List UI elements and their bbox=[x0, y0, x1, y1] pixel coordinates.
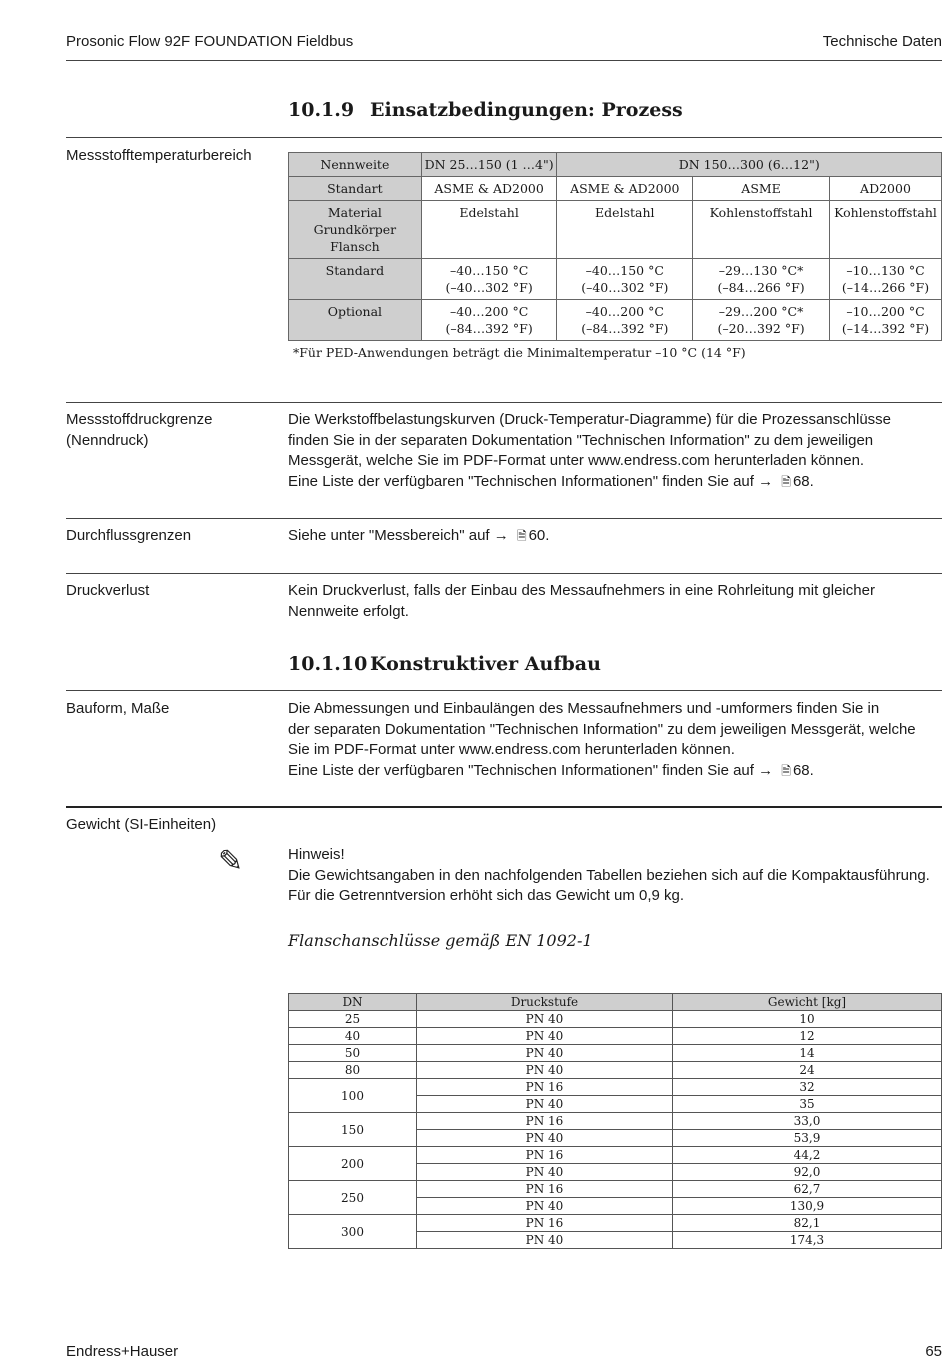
weight-cell: 33,0 bbox=[673, 1113, 942, 1130]
pressure-stage-cell: PN 40 bbox=[417, 1164, 673, 1181]
document-icon: 🗎 bbox=[781, 474, 791, 489]
column-header: Gewicht [kg] bbox=[673, 994, 942, 1011]
weight-cell: 12 bbox=[673, 1028, 942, 1045]
dn-cell: 300 bbox=[289, 1215, 417, 1249]
column-header: DN bbox=[289, 994, 417, 1011]
cell-line: –10…200 °C bbox=[846, 304, 925, 319]
table-row bbox=[289, 1079, 942, 1096]
table-subtitle: Flanschanschlüsse gemäß EN 1092-1 bbox=[288, 931, 593, 950]
pressure-label bbox=[66, 410, 212, 451]
cell-line: (–84…392 °F) bbox=[581, 321, 669, 336]
table-row bbox=[289, 153, 942, 177]
text-line: Die Gewichtsangaben in den nachfolgenden Tabellen beziehen sich auf die Kompaktausführung. bbox=[288, 866, 930, 884]
table-cell: AD2000 bbox=[829, 177, 941, 201]
section-rule bbox=[66, 690, 942, 691]
table-row bbox=[289, 1045, 942, 1062]
table-cell bbox=[693, 300, 830, 341]
header-section: Technische Daten bbox=[822, 33, 942, 50]
footer-company: Endress+Hauser bbox=[66, 1343, 179, 1360]
dn-cell: 50 bbox=[289, 1045, 417, 1062]
weight-cell: 53,9 bbox=[673, 1130, 942, 1147]
table-cell: Kohlenstoffstahl bbox=[693, 201, 830, 259]
weight-cell: 174,3 bbox=[673, 1232, 942, 1249]
table-cell bbox=[693, 259, 830, 300]
table-cell: Optional bbox=[289, 300, 422, 341]
cell-line: –29…200 °C* bbox=[718, 304, 804, 319]
loss-label: Druckverlust bbox=[66, 582, 150, 599]
pressure-stage-cell: PN 16 bbox=[417, 1113, 673, 1130]
table-cell: Standart bbox=[289, 177, 422, 201]
cell-line: (–40…302 °F) bbox=[581, 280, 669, 295]
loss-text bbox=[288, 581, 942, 622]
pressure-stage-cell: PN 40 bbox=[417, 1198, 673, 1215]
note-title: Hinweis! bbox=[288, 846, 345, 863]
dn-cell: 40 bbox=[289, 1028, 417, 1045]
table-row bbox=[289, 177, 942, 201]
table-cell bbox=[829, 259, 941, 300]
section-heading bbox=[288, 653, 601, 675]
table-cell: Kohlenstoffstahl bbox=[829, 201, 941, 259]
cell-line: (–40…302 °F) bbox=[445, 280, 533, 295]
text-line bbox=[288, 761, 942, 782]
pressure-stage-cell: PN 40 bbox=[417, 1062, 673, 1079]
table-row bbox=[289, 259, 942, 300]
arrow-icon: → bbox=[758, 472, 774, 490]
pressure-stage-cell: PN 40 bbox=[417, 1232, 673, 1249]
table-row bbox=[289, 1028, 942, 1045]
dn-cell: 150 bbox=[289, 1113, 417, 1147]
dn-cell: 80 bbox=[289, 1062, 417, 1079]
page-reference-link[interactable]: 60. bbox=[528, 527, 550, 544]
cell-line: (–14…392 °F) bbox=[841, 321, 930, 336]
table-row bbox=[289, 300, 942, 341]
text-line: Nennweite erfolgt. bbox=[288, 602, 409, 620]
dn-cell: 25 bbox=[289, 1011, 417, 1028]
weight-cell: 44,2 bbox=[673, 1147, 942, 1164]
table-cell bbox=[829, 300, 941, 341]
weight-cell: 10 bbox=[673, 1011, 942, 1028]
pressure-stage-cell: PN 40 bbox=[417, 1130, 673, 1147]
text-span: Eine Liste der verfügbaren "Technischen Informationen" finden Sie auf bbox=[288, 472, 754, 490]
cell-line: (–14…266 °F) bbox=[841, 280, 930, 295]
temp-label: Messstofftemperaturbereich bbox=[66, 147, 252, 164]
pressure-text bbox=[288, 410, 942, 492]
table-row bbox=[289, 1011, 942, 1028]
header-rule bbox=[66, 60, 942, 61]
section-rule bbox=[66, 518, 942, 519]
table-cell bbox=[421, 259, 557, 300]
table-cell: DN 25…150 (1 …4") bbox=[421, 153, 557, 177]
pressure-stage-cell: PN 16 bbox=[417, 1079, 673, 1096]
pencil-note-icon: ✎ bbox=[218, 844, 244, 879]
table-cell: ASME & AD2000 bbox=[557, 177, 693, 201]
text-line: finden Sie in der separaten Dokumentation "Technischen Information" zu dem jeweiligen bbox=[288, 431, 874, 449]
weight-cell: 24 bbox=[673, 1062, 942, 1079]
table-cell: Edelstahl bbox=[421, 201, 557, 259]
page-number: 65 bbox=[925, 1343, 942, 1360]
dn-cell: 200 bbox=[289, 1147, 417, 1181]
pressure-stage-cell: PN 40 bbox=[417, 1096, 673, 1113]
page-reference-link[interactable]: 68. bbox=[792, 761, 814, 779]
text-line: der separaten Dokumentation "Technischen Information" zu dem jeweiligen Messgerät, welche bbox=[288, 720, 916, 738]
cell-line: –40…150 °C bbox=[585, 263, 664, 278]
weight-cell: 35 bbox=[673, 1096, 942, 1113]
section-rule bbox=[66, 806, 942, 808]
weight-cell: 82,1 bbox=[673, 1215, 942, 1232]
document-icon: 🗎 bbox=[781, 763, 791, 778]
design-label: Bauform, Maße bbox=[66, 700, 170, 717]
section-number: 10.1.9 bbox=[288, 99, 355, 121]
pressure-stage-cell: PN 40 bbox=[417, 1028, 673, 1045]
table-cell: Material Grundkörper Flansch bbox=[289, 201, 422, 259]
cell-line: (–84…392 °F) bbox=[445, 321, 533, 336]
weight-cell: 32 bbox=[673, 1079, 942, 1096]
text-span: Siehe unter "Messbereich" auf bbox=[288, 527, 490, 544]
table-row bbox=[289, 1113, 942, 1130]
section-rule bbox=[66, 402, 942, 403]
section-title: Einsatzbedingungen: Prozess bbox=[370, 99, 683, 121]
section-heading bbox=[288, 99, 683, 121]
text-line: Messgerät, welche Sie im PDF-Format unter www.endress.com herunterladen können. bbox=[288, 452, 865, 469]
table-row bbox=[289, 1181, 942, 1198]
page-reference-link[interactable]: 68. bbox=[792, 472, 814, 490]
table-row bbox=[289, 1215, 942, 1232]
column-header: Druckstufe bbox=[417, 994, 673, 1011]
arrow-icon: → bbox=[493, 527, 509, 544]
cell-line: –40…200 °C bbox=[585, 304, 664, 319]
flow-text bbox=[288, 526, 942, 547]
table-header-row bbox=[289, 994, 942, 1011]
document-icon: 🗎 bbox=[516, 529, 527, 543]
cell-line: –10…130 °C bbox=[846, 263, 925, 278]
section-title: Konstruktiver Aufbau bbox=[370, 653, 601, 675]
text-span: Eine Liste der verfügbaren "Technischen Informationen" finden Sie auf bbox=[288, 761, 754, 779]
section-number: 10.1.10 bbox=[288, 653, 368, 675]
weight-cell: 130,9 bbox=[673, 1198, 942, 1215]
arrow-icon: → bbox=[758, 761, 774, 779]
table-row bbox=[289, 201, 942, 259]
pressure-stage-cell: PN 40 bbox=[417, 1045, 673, 1062]
temperature-table bbox=[288, 152, 942, 341]
table-cell: Nennweite bbox=[289, 153, 422, 177]
label-line: (Nenndruck) bbox=[66, 431, 149, 449]
note-text bbox=[288, 845, 942, 907]
pressure-stage-cell: PN 16 bbox=[417, 1147, 673, 1164]
text-line bbox=[288, 472, 942, 493]
table-cell: ASME & AD2000 bbox=[421, 177, 557, 201]
weight-label: Gewicht (SI-Einheiten) bbox=[66, 816, 217, 833]
header-title: Prosonic Flow 92F FOUNDATION Fieldbus bbox=[66, 33, 354, 50]
table-cell: Edelstahl bbox=[557, 201, 693, 259]
table-row bbox=[289, 1147, 942, 1164]
weight-cell: 92,0 bbox=[673, 1164, 942, 1181]
text-line: Sie im PDF-Format unter www.endress.com herunterladen können. bbox=[288, 741, 735, 758]
weight-cell: 14 bbox=[673, 1045, 942, 1062]
pressure-stage-cell: PN 16 bbox=[417, 1181, 673, 1198]
table-cell: DN 150…300 (6…12") bbox=[557, 153, 942, 177]
cell-line: –40…200 °C bbox=[449, 304, 529, 319]
section-rule bbox=[66, 573, 942, 574]
table-row bbox=[289, 1062, 942, 1079]
cell-line: (–20…392 °F) bbox=[717, 321, 805, 336]
text-line: Kein Druckverlust, falls der Einbau des Messaufnehmers in eine Rohrleitung mit gleicher bbox=[288, 582, 875, 599]
cell-line: –40…150 °C bbox=[449, 263, 529, 278]
cell-line: (–84…266 °F) bbox=[717, 280, 805, 295]
cell-line: –29…130 °C* bbox=[718, 263, 804, 278]
weight-cell: 62,7 bbox=[673, 1181, 942, 1198]
label-line: Messstoffdruckgrenze bbox=[66, 411, 213, 428]
table-cell: ASME bbox=[693, 177, 830, 201]
text-line: Die Werkstoffbelastungskurven (Druck-Temperatur-Diagramme) für die Prozessanschlüsse bbox=[288, 411, 892, 428]
design-text bbox=[288, 699, 942, 781]
weight-table bbox=[288, 993, 942, 1249]
pressure-stage-cell: PN 16 bbox=[417, 1215, 673, 1232]
pressure-stage-cell: PN 40 bbox=[417, 1011, 673, 1028]
text-line: Für die Getrenntversion erhöht sich das Gewicht um 0,9 kg. bbox=[288, 887, 685, 904]
table-cell bbox=[421, 300, 557, 341]
dn-cell: 100 bbox=[289, 1079, 417, 1113]
table-cell: Standard bbox=[289, 259, 422, 300]
flow-label: Durchflussgrenzen bbox=[66, 527, 192, 544]
table-cell bbox=[557, 300, 693, 341]
text-line: Die Abmessungen und Einbaulängen des Messaufnehmers und -umformers finden Sie in bbox=[288, 700, 880, 717]
table-cell bbox=[557, 259, 693, 300]
table-footnote: *Für PED-Anwendungen beträgt die Minimaltemperatur –10 °C (14 °F) bbox=[293, 345, 746, 360]
section-rule bbox=[66, 137, 942, 138]
dn-cell: 250 bbox=[289, 1181, 417, 1215]
